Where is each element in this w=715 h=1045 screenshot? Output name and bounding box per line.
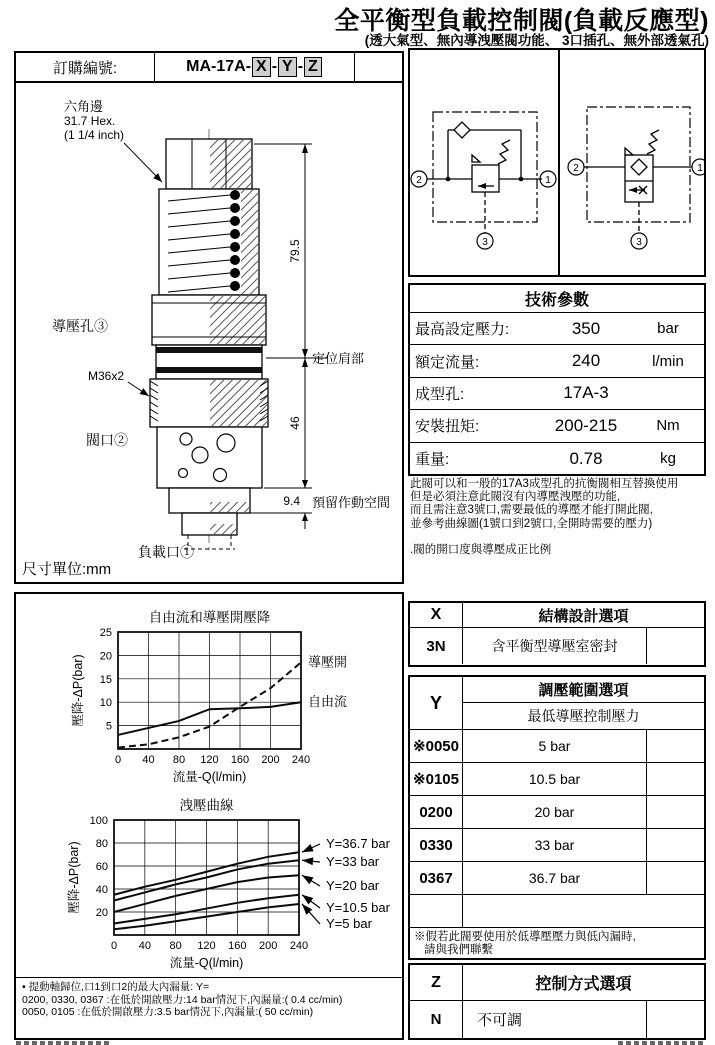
svg-text:80: 80 <box>172 754 186 766</box>
svg-text:0: 0 <box>114 754 122 766</box>
symbol2-port2-label: 2 <box>573 163 579 174</box>
svg-text:壓降-ΔP(bar): 壓降-ΔP(bar) <box>71 654 85 727</box>
order-code-prefix: MA-17A- <box>186 58 252 75</box>
param-unit: kg <box>660 450 676 468</box>
order-empty-cell <box>355 53 402 81</box>
option-z-table <box>408 963 706 1040</box>
drawing-panel <box>14 51 404 584</box>
hex-label-line2: 31.7 Hex. <box>64 114 116 128</box>
footnote-line2: 0200, 0330, 0367 :在低於開啟壓力:14 bar情況下,內漏量:( 0.4 cc/min) <box>22 993 343 1006</box>
param-label: 重量: <box>415 451 450 469</box>
svg-text:Y=33 bar: Y=33 bar <box>326 854 380 869</box>
svg-text:0: 0 <box>110 940 118 952</box>
option-code: N <box>410 1001 463 1038</box>
svg-text:Y=10.5 bar: Y=10.5 bar <box>326 900 390 915</box>
order-number-label: 訂購編號: <box>16 53 155 81</box>
svg-text:240: 240 <box>291 754 311 766</box>
tech-params-table <box>408 283 706 476</box>
option-y-note-line2: 請與我們聯繫 <box>424 944 493 956</box>
order-number-code <box>155 53 355 81</box>
param-label: 額定流量: <box>415 353 480 371</box>
option-desc: 5 bar <box>463 730 647 762</box>
option-x-code: X <box>410 603 463 627</box>
cutoff-text-artifact <box>618 1041 706 1045</box>
thread-label: M36x2 <box>88 369 125 383</box>
svg-text:80: 80 <box>169 940 182 952</box>
option-y-row-empty <box>410 895 704 928</box>
option-desc: 含平衡型導壓室密封 <box>463 628 647 664</box>
dimension-unit-note: 尺寸單位:mm <box>22 561 112 578</box>
option-z-header <box>410 965 704 1001</box>
order-code-x: X <box>252 57 271 77</box>
option-y-header <box>410 677 704 730</box>
tech-params-title: 技術參數 <box>410 285 704 313</box>
symbol1-port3-label: 3 <box>482 237 488 248</box>
dim-9-4: 9.4 <box>283 494 300 508</box>
param-unit: l/min <box>652 352 684 370</box>
option-x-title: 結構設計選項 <box>538 607 629 625</box>
tech-param-row-weight <box>410 443 704 475</box>
leakage-footnote <box>22 981 342 1019</box>
order-code-sep2: - <box>297 58 304 75</box>
valve-port-label: 閥口② <box>86 432 128 448</box>
svg-text:240: 240 <box>289 940 309 952</box>
order-code-y: Y <box>278 57 297 77</box>
hydraulic-symbol-simplified <box>559 50 706 275</box>
param-value: 240 <box>571 351 601 371</box>
option-y-header-right <box>463 677 704 729</box>
dim-46: 46 <box>288 416 302 430</box>
reserved-space-label: 預留作動空間 <box>312 495 391 510</box>
param-label: 最高設定壓力: <box>415 321 510 339</box>
cutoff-text-artifact <box>16 1041 111 1045</box>
charts-panel <box>14 592 404 1040</box>
svg-text:40: 40 <box>138 940 151 952</box>
option-empty-cell <box>647 730 704 762</box>
order-code-sep1: - <box>271 58 278 75</box>
option-x-row-3n <box>410 628 704 664</box>
svg-text:120: 120 <box>197 940 216 952</box>
option-y-row-0367 <box>410 862 704 895</box>
option-y-row-0105 <box>410 763 704 796</box>
svg-text:40: 40 <box>142 754 155 766</box>
symbol1-port2-label: 2 <box>416 175 422 186</box>
option-desc: 不可調 <box>463 1001 647 1038</box>
footnote-line1: • 提動軸歸位,口1到口2的最大內漏量: Y= <box>22 981 210 993</box>
option-empty-cell <box>647 862 704 894</box>
relief-curve-chart <box>18 796 400 976</box>
svg-text:120: 120 <box>200 754 219 766</box>
interchange-notes <box>410 478 706 557</box>
dim-79-5: 79.5 <box>288 239 302 263</box>
option-z-title: 控制方式選項 <box>535 976 632 993</box>
note-line <box>410 531 706 544</box>
locating-shoulder-label: 定位肩部 <box>312 351 365 366</box>
param-label: 成型孔: <box>415 385 465 403</box>
hydraulic-symbols-panel <box>408 48 706 277</box>
svg-text:流量-Q(l/min): 流量-Q(l/min) <box>172 770 247 784</box>
option-code: 3N <box>410 628 463 664</box>
option-code: 0330 <box>410 829 463 861</box>
option-x-header <box>410 603 704 628</box>
svg-text:40: 40 <box>95 884 108 896</box>
note-line: .閥的開口度與導壓成正比例 <box>410 543 552 556</box>
option-z-code: Z <box>410 965 463 1000</box>
param-value: 200-215 <box>554 415 618 435</box>
option-y-row-0050 <box>410 730 704 763</box>
pilot-port-label: 導壓孔③ <box>52 318 108 334</box>
svg-text:Y=5 bar: Y=5 bar <box>326 916 372 931</box>
option-code: 0367 <box>410 862 463 894</box>
svg-text:15: 15 <box>99 673 112 686</box>
option-empty-cell <box>647 1001 704 1038</box>
param-unit: Nm <box>656 417 680 435</box>
option-empty-cell <box>647 763 704 795</box>
option-empty-cell <box>647 829 704 861</box>
svg-text:200: 200 <box>258 940 278 952</box>
option-z-row-n <box>410 1001 704 1038</box>
svg-text:流量-Q(l/min): 流量-Q(l/min) <box>169 956 244 970</box>
svg-text:壓降-ΔP(bar): 壓降-ΔP(bar) <box>67 841 81 914</box>
param-value: 0.78 <box>569 448 603 468</box>
note-line: 此閥可以和一般的17A3成型孔的抗衡閥相互替換使用 <box>410 478 679 490</box>
option-code: ※0050 <box>410 730 463 762</box>
tech-param-row-rated-flow <box>410 345 704 377</box>
page-title: 全平衡型負載控制閥(負載反應型) <box>334 7 709 35</box>
option-y-table <box>408 675 706 960</box>
option-code: ※0105 <box>410 763 463 795</box>
option-desc: 33 bar <box>463 829 647 861</box>
option-x-table <box>408 601 706 667</box>
option-y-title: 調壓範圍選項 <box>463 677 704 703</box>
valve-cross-section-drawing <box>16 83 402 581</box>
note-line: 並參考曲線圖(1號口到2號口,全開時需要的壓力) <box>410 517 653 530</box>
note-line: 但是必須注意此閥沒有內導壓洩壓的功能, <box>410 491 621 504</box>
footnote-divider <box>16 977 402 978</box>
svg-text:Y=20 bar: Y=20 bar <box>326 878 380 893</box>
order-number-row <box>16 53 402 83</box>
svg-text:Y=36.7 bar: Y=36.7 bar <box>326 836 390 851</box>
param-unit: bar <box>657 320 679 338</box>
symbol2-port3-label: 3 <box>636 237 642 248</box>
option-empty-cell <box>647 796 704 828</box>
note-line: 而且需注意3號口,需要最低的導壓才能打開此閥, <box>410 504 653 517</box>
svg-text:自由流: 自由流 <box>308 694 348 710</box>
svg-text:25: 25 <box>99 627 112 639</box>
svg-text:導壓開: 導壓開 <box>308 654 348 670</box>
option-code: 0200 <box>410 796 463 828</box>
footnote-line3: 0050, 0105 :在低於開啟壓力:3.5 bar情況下,內漏量:( 50 cc/min) <box>22 1006 314 1018</box>
svg-text:160: 160 <box>228 940 247 952</box>
param-value: 350 <box>571 318 601 338</box>
svg-text:20: 20 <box>99 650 112 663</box>
svg-text:200: 200 <box>261 754 280 766</box>
param-label: 安裝扭矩: <box>415 418 480 436</box>
param-value: 17A-3 <box>563 383 609 403</box>
svg-text:60: 60 <box>95 861 108 873</box>
svg-text:20: 20 <box>95 907 108 919</box>
option-y-subtitle: 最低導壓控制壓力 <box>527 708 640 724</box>
option-empty-cell <box>647 628 704 664</box>
svg-text:5: 5 <box>105 720 112 733</box>
option-y-note <box>410 928 704 957</box>
hydraulic-symbol-detailed <box>410 50 557 275</box>
option-desc: 10.5 bar <box>463 763 647 795</box>
hex-label-line3: (1 1/4 inch) <box>64 128 125 142</box>
tech-param-row-torque <box>410 410 704 442</box>
hex-label-line1: 六角邊 <box>64 99 104 114</box>
option-y-code: Y <box>410 677 463 729</box>
svg-text:自由流和導壓開壓降: 自由流和導壓開壓降 <box>148 610 271 625</box>
order-code-z: Z <box>304 57 322 77</box>
svg-text:洩壓曲線: 洩壓曲線 <box>179 798 234 813</box>
symbol2-port1-label: 1 <box>697 163 703 174</box>
tech-param-row-cavity <box>410 378 704 410</box>
option-code <box>410 895 463 927</box>
option-y-row-0200 <box>410 796 704 829</box>
option-empty-cell <box>463 895 704 927</box>
option-desc: 36.7 bar <box>463 862 647 894</box>
svg-text:160: 160 <box>230 754 250 766</box>
page-subtitle: (透大氣型、無內導洩壓閥功能、 3口插孔、無外部透氣孔) <box>364 33 709 48</box>
option-y-row-0330 <box>410 829 704 862</box>
free-flow-pilot-open-pressure-drop-chart <box>18 600 400 796</box>
svg-text:10: 10 <box>99 697 112 710</box>
option-desc: 20 bar <box>463 796 647 828</box>
svg-text:100: 100 <box>89 815 108 827</box>
svg-text:80: 80 <box>95 838 108 850</box>
load-port-label: 負載口① <box>138 544 194 560</box>
tech-param-row-max-pressure <box>410 313 704 345</box>
symbol1-port1-label: 1 <box>545 175 551 186</box>
option-y-note-line1: ※假若此閥要使用於低導壓壓力與低內漏時, <box>414 931 636 943</box>
